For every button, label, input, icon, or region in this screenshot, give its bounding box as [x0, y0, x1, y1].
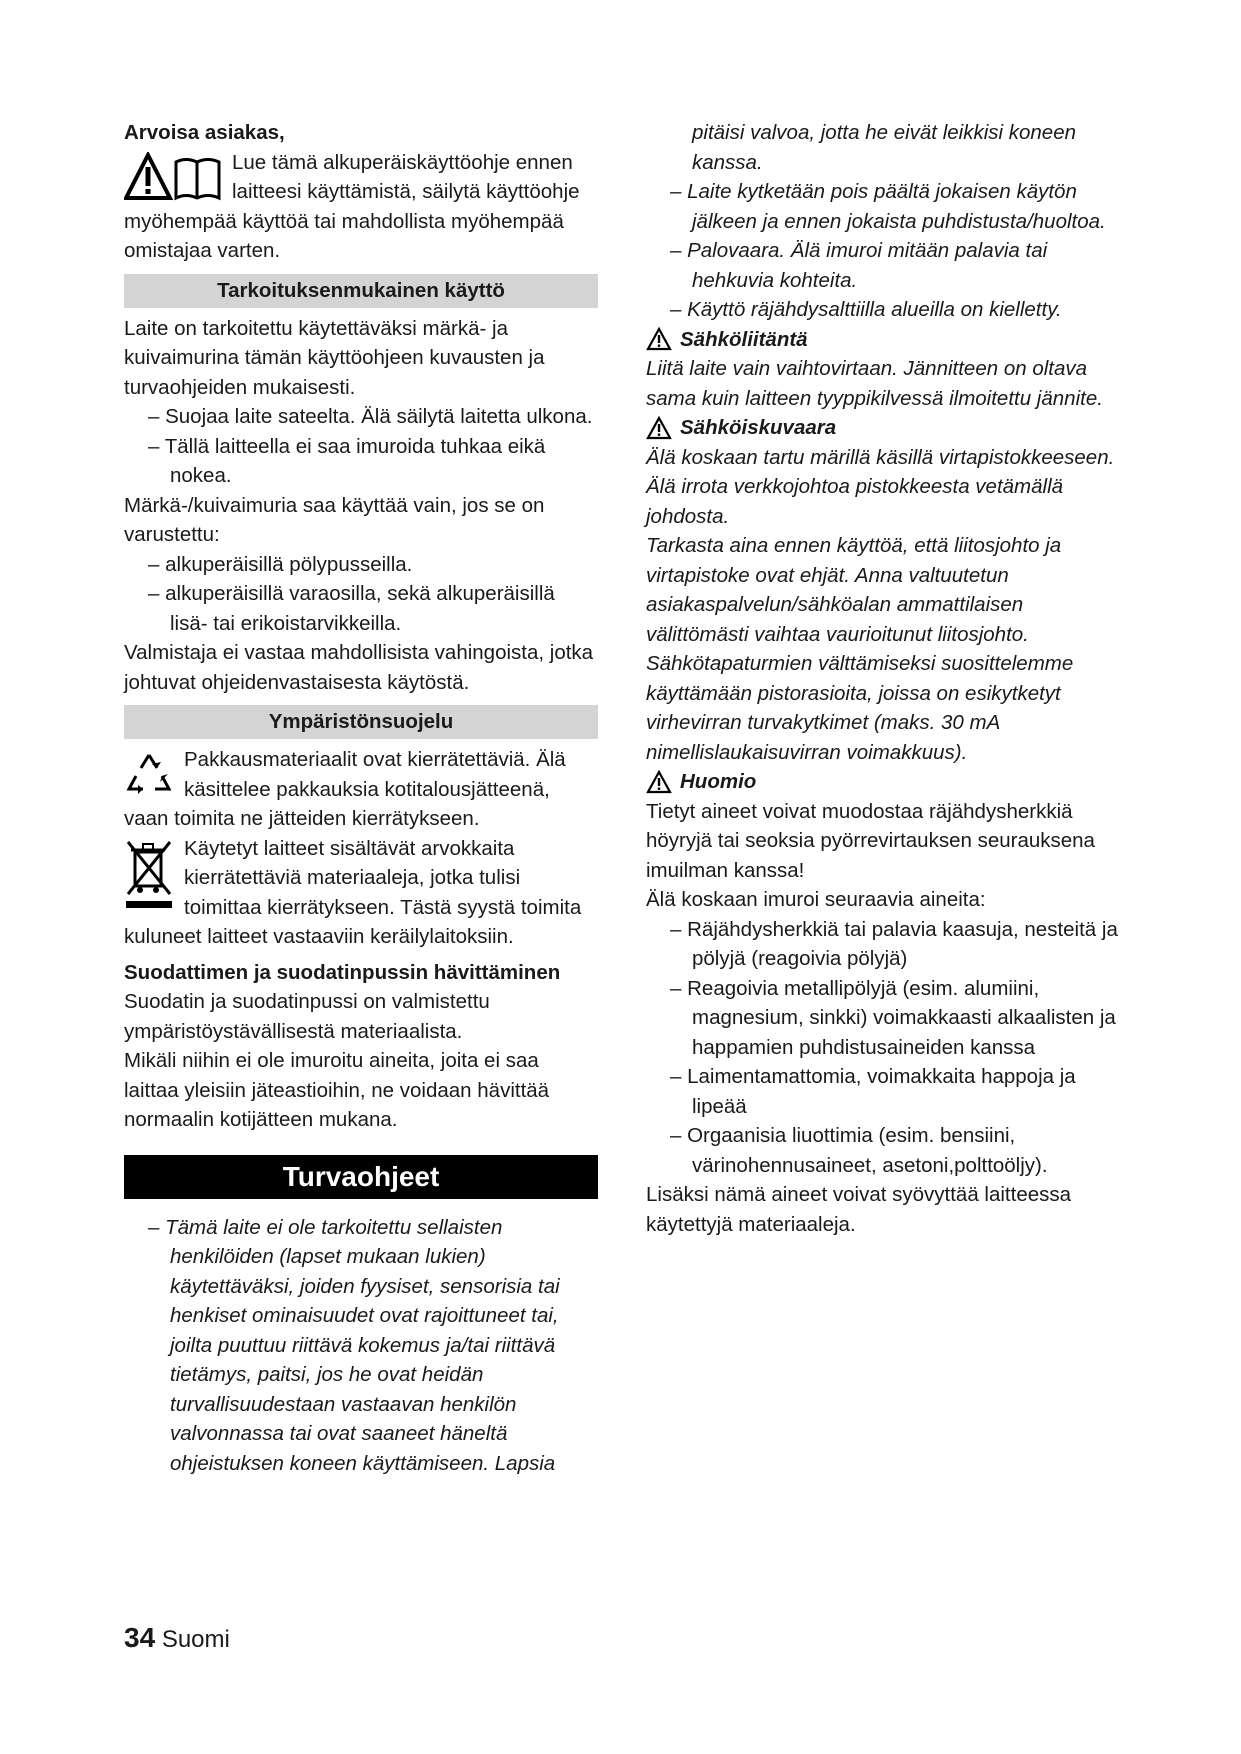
- right-column: [646, 118, 1121, 1239]
- section-title-intended-use: Tarkoituksenmukainen käyttö: [124, 274, 598, 308]
- list-item: – Palovaara. Älä imuroi mitään palavia tai hehkuvia kohteita.: [646, 236, 1121, 295]
- left-column: [124, 118, 598, 1478]
- list-item: – alkuperäisillä pölypusseilla.: [124, 550, 598, 580]
- weee-block: [124, 834, 598, 952]
- heading-electric-shock: [646, 413, 1121, 443]
- filter-disposal-text: Mikäli niihin ei ole imuroitu aineita, joita ei saa laittaa yleisiin jäteastioihin, ne voidaan hävittää normaalin kotijätteen mukana.: [124, 1049, 550, 1131]
- intro-block: [124, 148, 598, 266]
- section-title-environment: Ympäristönsuojelu: [124, 705, 598, 739]
- list-item: – Suojaa laite sateelta. Älä säilytä laitetta ulkona.: [124, 402, 598, 432]
- list-item: – Tällä laitteella ei saa imuroida tuhkaa eikä nokea.: [124, 432, 598, 491]
- weee-bin-icon: [124, 838, 174, 910]
- intended-use-text: Laite on tarkoitettu käytettäväksi märkä- ja kuivaimurina tämän käyttöohjeen kuvausten ja turvaohjeiden mukaisesti.: [124, 316, 545, 399]
- list-item: – Laite kytketään pois päältä jokaisen käytön jälkeen ja ennen jokaista puhdistusta/huoltoa.: [646, 177, 1121, 236]
- page-footer: [124, 1622, 230, 1654]
- heading-text: Sähköiskuvaara: [680, 416, 837, 439]
- list-item: – Laimentamattomia, voimakkaita happoja ja lipeää: [646, 1062, 1121, 1121]
- intro-text: Lue tämä alkuperäiskäyttöohje ennen laitteesi käyttämistä, säilytä käyttöohje myöhempää käyttöä tai mahdollista myöhempää omistajaa varten.: [124, 150, 580, 262]
- greeting: Arvoisa asiakas,: [124, 121, 285, 144]
- list-item: – Räjähdysherkkiä tai palavia kaasuja, nesteitä ja pölyjä (reagoivia pölyjä): [646, 915, 1121, 974]
- equipment-text: Märkä-/kuivaimuria saa käyttää vain, jos se on varustettu:: [124, 493, 545, 546]
- note-text: Tietyt aineet voivat muodostaa räjähdysherkkiä höyryjä tai seoksia pyörrevirtauksen seurauksena imuilman kanssa!: [646, 799, 1095, 882]
- warning-icon: [646, 416, 672, 440]
- recycling-icon: [124, 749, 174, 799]
- continuation-text: pitäisi valvoa, jotta he eivät leikkisi koneen kanssa.: [692, 121, 1077, 174]
- recycling-block: [124, 745, 598, 834]
- warning-manual-icon: [124, 152, 222, 202]
- note-text: Lisäksi nämä aineet voivat syövyttää laitteessa käytettyjä materiaaleja.: [646, 1183, 1072, 1236]
- filter-material-text: Suodatin ja suodatinpussi on valmistettu ympäristöystävällisestä materiaalista.: [124, 990, 490, 1043]
- heading-electrical-connection: [646, 325, 1121, 355]
- shock-text: Sähkötapaturmien välttämiseksi suosittelemme käyttämään pistorasioita, joissa on esikytketyt virhevirran turvakytkimet (maks. 30 mA nimellislaukaisuvirran voimakkuus).: [646, 652, 1074, 764]
- packaging-text: Pakkausmateriaalit ovat kierrätettäviä. Älä käsittelee pakkauksia kotitalousjätteenä, vaan toimita ne jätteiden kierrätykseen.: [124, 748, 566, 830]
- filter-disposal-title: Suodattimen ja suodatinpussin hävittäminen: [124, 960, 561, 984]
- electrical-text: Liitä laite vain vaihtovirtaan. Jännitteen on oltava sama kuin laitteen tyyppikilvessä ilmoitettu jännite.: [646, 357, 1103, 410]
- list-item: – Orgaanisia liuottimia (esim. bensiini, värinohennusaineet, asetoni,polttoöljy).: [646, 1121, 1121, 1180]
- heading-text: Sähköliitäntä: [680, 327, 808, 351]
- shock-text: Tarkasta aina ennen käyttöä, että liitosjohto ja virtapistoke ovat ehjät. Anna valtuutetun asiakaspalvelun/sähköalan ammattilaisen välittömästi vaihtaa vaurioitunut liitosjohto.: [646, 534, 1062, 646]
- weee-text: Käytetyt laitteet sisältävät arvokkaita kierrätettäviä materiaaleja, jotka tulisi toimittaa kierrätykseen. Tästä syystä toimita kuluneet laitteet vastaaviin keräilylaitoksiin.: [124, 836, 582, 948]
- warning-icon: [646, 327, 672, 351]
- shock-text: Älä koskaan tartu märillä käsillä virtapistokkeeseen.: [646, 445, 1115, 469]
- warning-icon: [646, 770, 672, 794]
- list-item: – Tämä laite ei ole tarkoitettu sellaisten henkilöiden (lapset mukaan lukien) käytettäväksi, joiden fyysiset, sensorisia tai henkiset ominaisuudet ovat rajoittuneet tai, joilta puuttuu riittävä kokemus ja/tai riittävä tietämys, paitsi, jos he ovat heidän turvallisuudestaan vastaavan henkilön valvonnassa tai ovat saaneet häneltä ohjeistuksen koneen käyttämiseen. Lapsia: [124, 1213, 598, 1479]
- note-text: Älä koskaan imuroi seuraavia aineita:: [646, 888, 986, 911]
- section-title-safety: Turvaohjeet: [124, 1155, 598, 1199]
- list-item: – Reagoivia metallipölyjä (esim. alumiini, magnesium, sinkki) voimakkaasti alkaalisten ja happamien puhdistusaineiden kanssa: [646, 974, 1121, 1063]
- heading-text: Huomio: [680, 770, 757, 793]
- shock-text: Älä irrota verkkojohtoa pistokkeesta vetämällä johdosta.: [646, 475, 1064, 528]
- list-item: – Käyttö räjähdysalttiilla alueilla on kielletty.: [646, 295, 1121, 325]
- list-item: – alkuperäisillä varaosilla, sekä alkuperäisillä lisä- tai erikoistarvikkeilla.: [124, 579, 598, 638]
- footer-language: Suomi: [161, 1626, 230, 1653]
- heading-note: [646, 767, 1121, 797]
- page-number: 34: [124, 1622, 156, 1653]
- liability-text: Valmistaja ei vastaa mahdollisista vahingoista, jotka johtuvat ohjeidenvastaisesta käytöstä.: [124, 641, 594, 694]
